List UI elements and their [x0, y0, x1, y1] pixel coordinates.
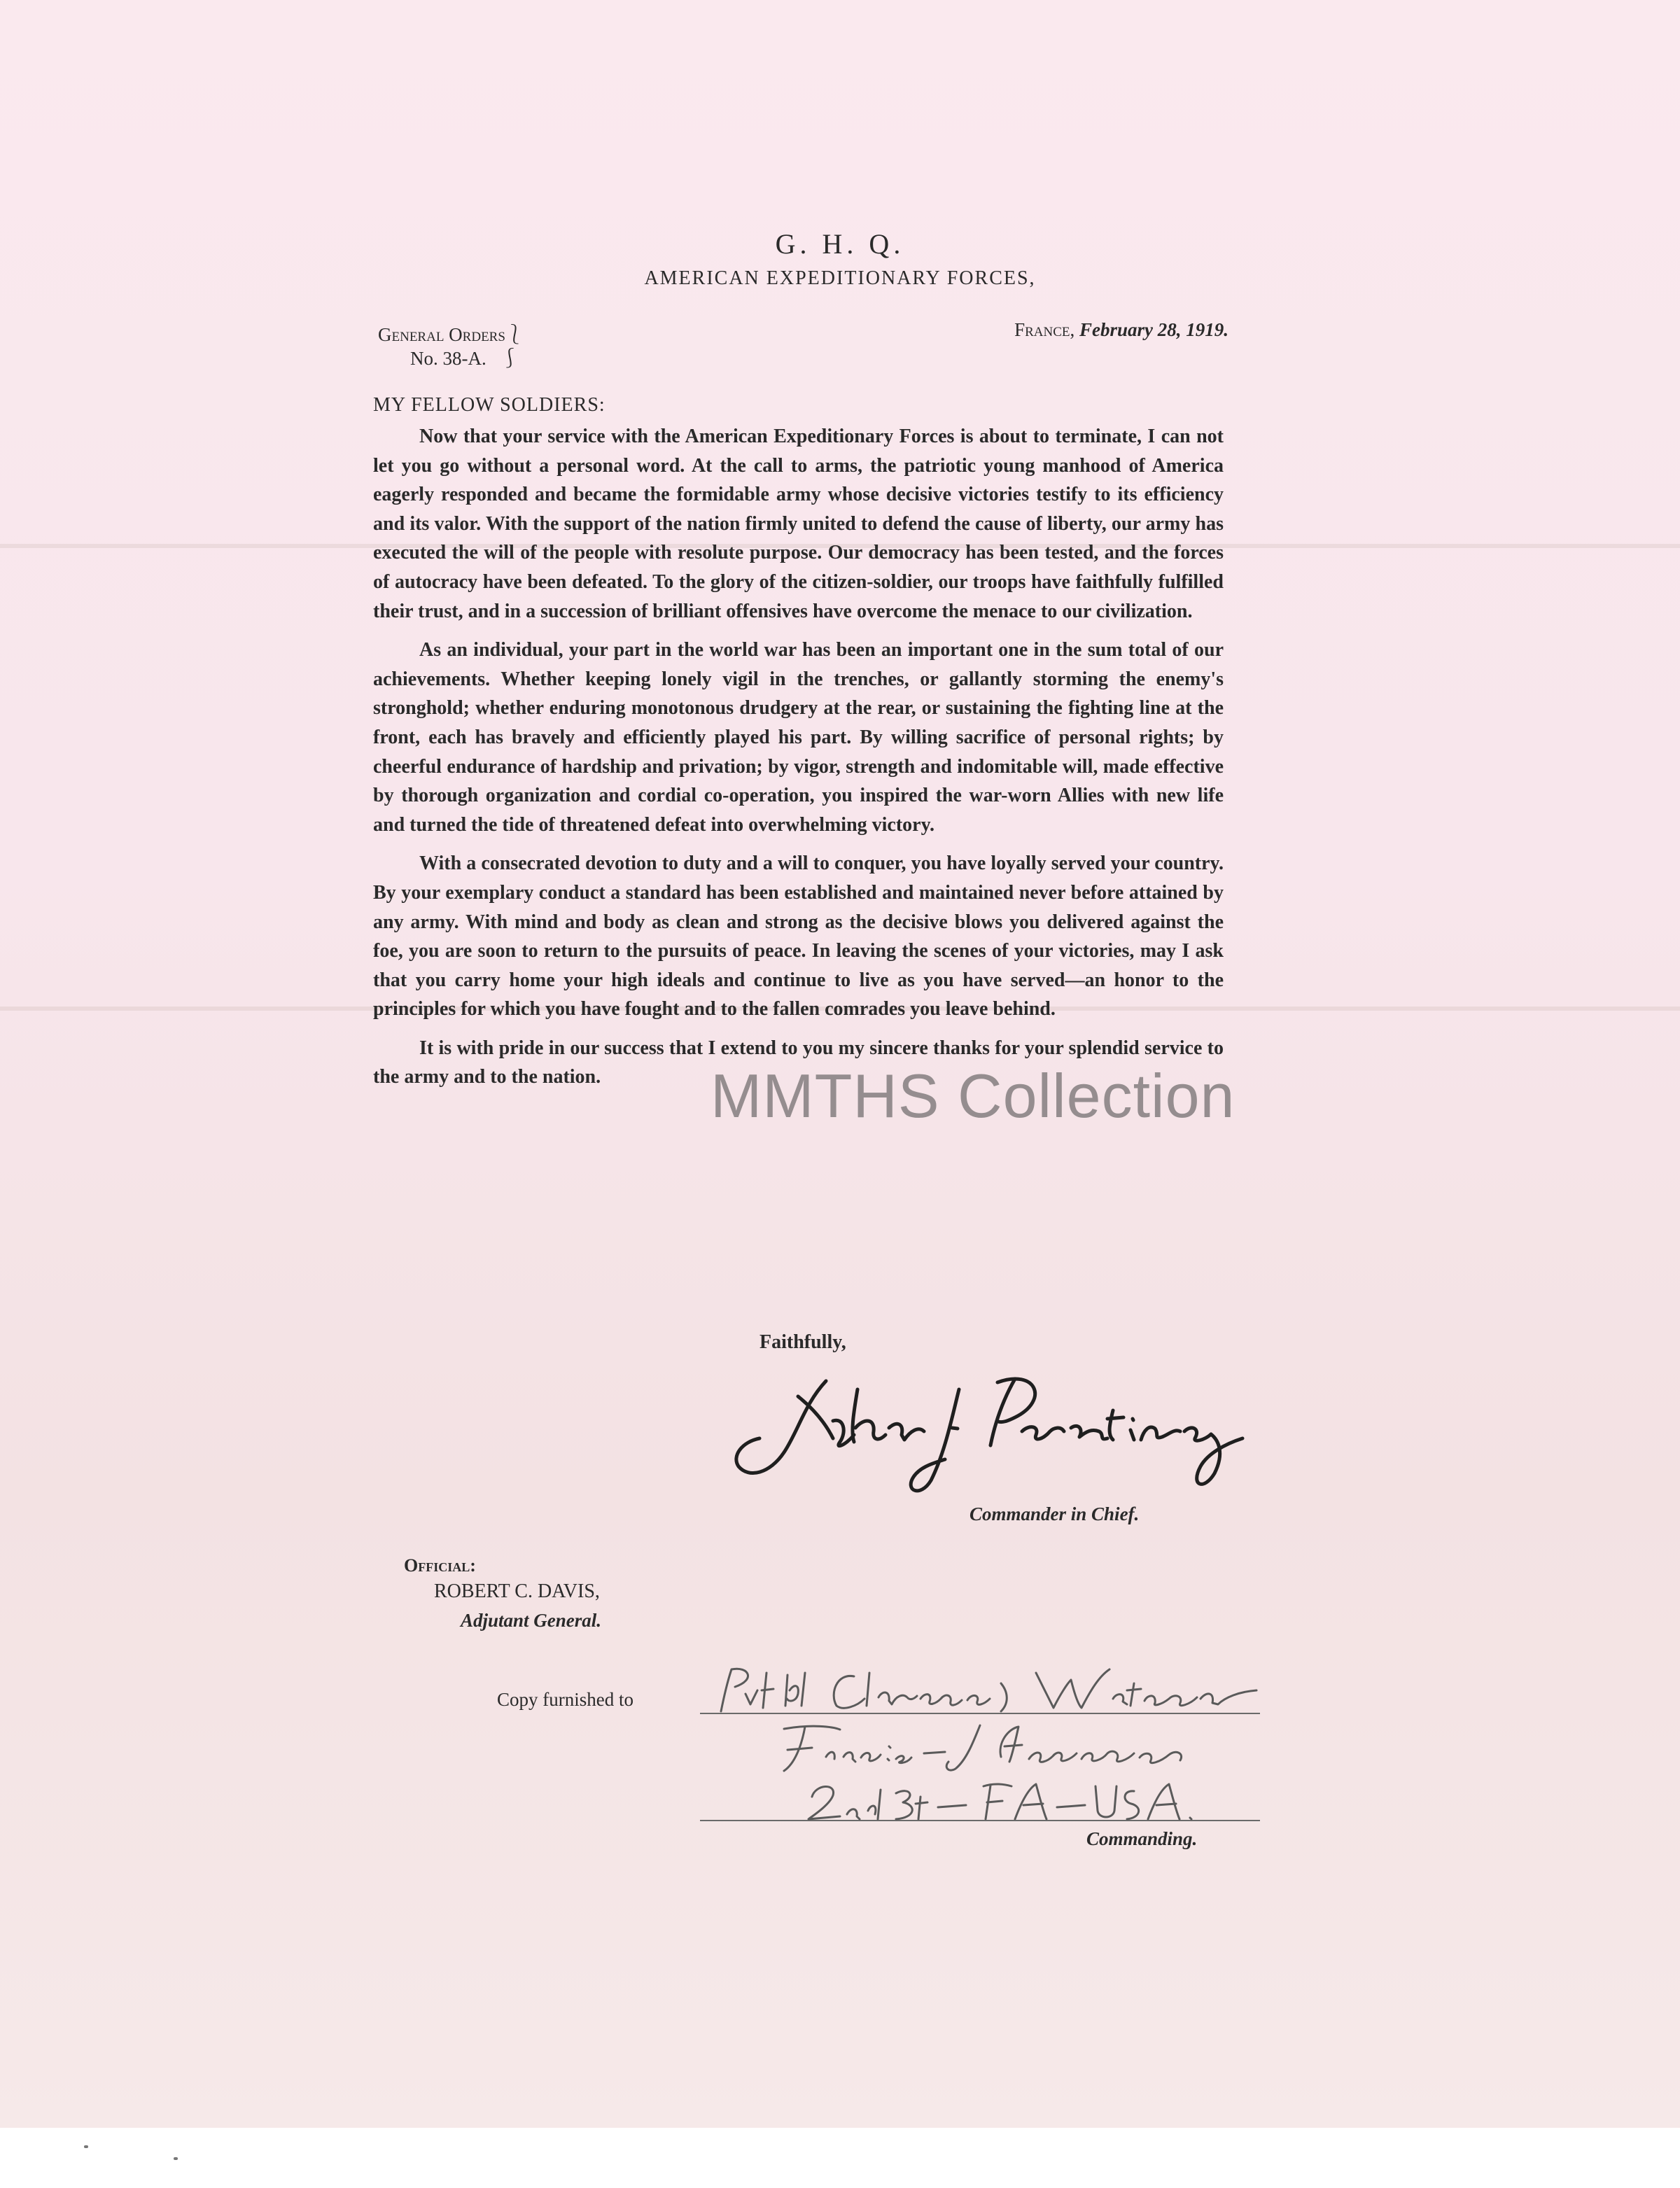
unit-handwriting: [798, 1776, 1218, 1832]
ghq-heading: G. H. Q.: [775, 228, 905, 260]
paragraph-2: As an individual, your part in the world war has been an important one in the sum total of our achievements. Whether keeping lonely vigil in the trenches, or gallantly storming the enemy's stronghold; whether enduring monotonous drudgery at the rear, or sustaining the fighting line at the front, each has bravely and efficiently played his part. By willing sacrifice of personal rights; by cheerful endurance of hardship and privation; by vigor, strength and indomitable will, made effective by thorough organization and cordial co-operation, you inspired the war-worn Allies with new life and turned the tide of threatened defeat into overwhelming victory.: [373, 639, 1224, 836]
closing: Faithfully,: [760, 1331, 846, 1353]
recipient-handwriting: [707, 1662, 1260, 1718]
paragraph-3: With a consecrated devotion to duty and a will to conquer, you have loyally served your country. By your exemplary conduct a standard has been established and maintained never before attained by any army. With mind and body as clean and strong as the decisive blows you delivered against the foe, you are soon to return to the pursuits of peace. In leaving the scenes of your victories, may I ask that you carry home your high ideals and continue to live as you have served—an honor to the principles for which you have fought and to the fallen comrades you leave behind.: [373, 853, 1224, 1021]
collection-watermark: MMTHS Collection: [710, 1061, 1236, 1130]
commander-handwriting: [756, 1718, 1246, 1774]
salutation: MY FELLOW SOLDIERS:: [373, 394, 606, 416]
scan-margin: [0, 2128, 1680, 2188]
letter-body: [373, 422, 1224, 1102]
order-number: No. 38-A.: [410, 348, 486, 369]
forces-heading: AMERICAN EXPEDITIONARY FORCES,: [644, 267, 1036, 289]
adjutant-name: ROBERT C. DAVIS,: [434, 1580, 600, 1602]
copy-furnished-label: Copy furnished to: [497, 1689, 634, 1710]
scan-speck: [84, 2145, 88, 2148]
commanding-label: Commanding.: [1086, 1828, 1198, 1849]
paragraph-1: Now that your service with the American Expeditionary Forces is about to terminate, I can not let you go without a personal word. At the call to arms, the patriotic young manhood of America eagerly responded and became the formidable army whose decisive victories testify to its efficiency and its valor. With the support of the nation firmly united to defend the cause of liberty, our army has executed the will of the people with resolute purpose. Our democracy has been tested, and the forces of autocracy have been defeated. To the glory of the citizen-soldier, our troops have faithfully fulfilled their trust, and in a succession of brilliant offensives have overcome the menace to our civilization.: [373, 426, 1224, 622]
commander-title: Commander in Chief.: [969, 1503, 1140, 1524]
adjutant-title: Adjutant General.: [461, 1610, 602, 1631]
dateline-place: France,: [1014, 319, 1075, 340]
paragraph-4: It is with pride in our success that I extend to you my sincere thanks for your splendid service to the army and to the nation.: [373, 1037, 1224, 1088]
general-orders-text: General Orders: [378, 324, 505, 345]
dateline: [1014, 319, 1228, 341]
pershing-signature: [721, 1361, 1253, 1501]
scan-speck: [174, 2157, 178, 2160]
official-label: Official:: [404, 1555, 476, 1576]
general-orders-number: No. 38-A. ⎰: [410, 348, 519, 369]
general-orders-label: General Orders⎱: [378, 324, 524, 345]
dateline-date: February 28, 1919.: [1079, 319, 1228, 340]
